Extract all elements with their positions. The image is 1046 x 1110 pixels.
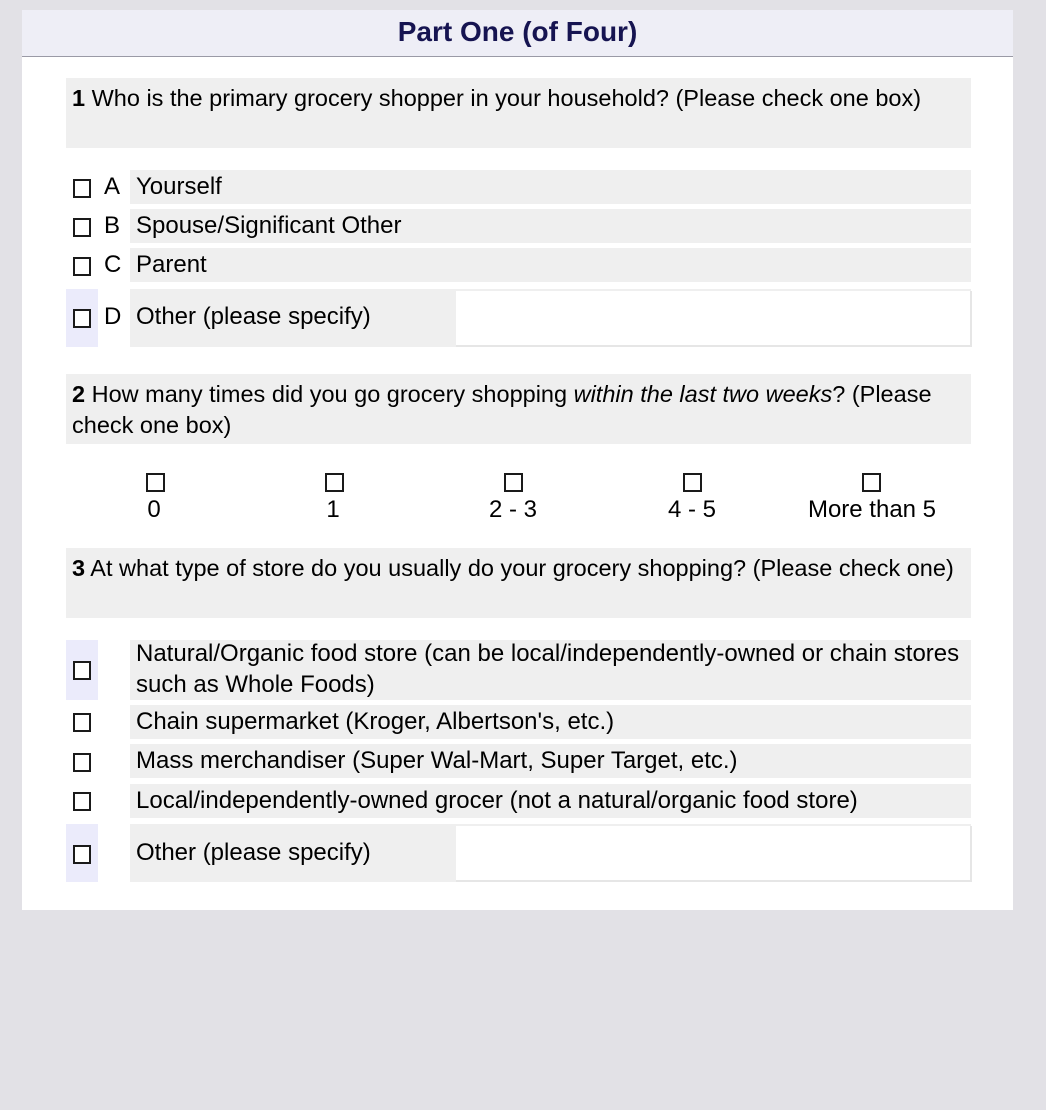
q1-option-c-letter: C — [104, 251, 122, 278]
q3-option-mass-merchandiser-checkbox[interactable] — [73, 753, 91, 772]
question-2 — [66, 374, 971, 444]
q3-option-chain-supermarket-label: Chain supermarket (Kroger, Albertson's, etc.) — [136, 708, 615, 735]
q2-option-more-than-5-checkbox[interactable] — [862, 473, 881, 492]
question-2-number: 2 — [72, 381, 86, 407]
q3-option-local-grocer-label: Local/independently-owned grocer (not a natural/organic food store) — [136, 787, 858, 814]
question-1-number: 1 — [72, 85, 86, 111]
q1-option-b-checkbox[interactable] — [73, 218, 91, 237]
question-2-text-end: ? (Please check one box) — [72, 381, 932, 438]
q1-option-c-checkbox[interactable] — [73, 257, 91, 276]
q1-option-d-letter: D — [104, 303, 122, 330]
q3-other-specify-input[interactable] — [456, 826, 972, 882]
q2-option-0-checkbox[interactable] — [146, 473, 165, 492]
question-2-text-start: How many times did you go grocery shopping — [85, 381, 574, 407]
q3-option-natural-organic-checkbox[interactable] — [73, 661, 91, 680]
question-1 — [66, 78, 971, 148]
q2-option-1-checkbox[interactable] — [325, 473, 344, 492]
q3-option-natural-organic-label: Natural/Organic food store (can be local/independently-owned or chain stores such as Whole Foods) — [136, 640, 960, 698]
question-3-text: At what type of store do you usually do your grocery shopping? (Please check one) — [85, 555, 954, 581]
q1-option-c-label: Parent — [136, 251, 207, 278]
q2-option-0-label: 0 — [147, 496, 161, 523]
q3-option-local-grocer-checkbox[interactable] — [73, 792, 91, 811]
q3-option-other-checkbox[interactable] — [73, 845, 91, 864]
q2-option-4-5-checkbox[interactable] — [683, 473, 702, 492]
q3-option-chain-supermarket-checkbox[interactable] — [73, 713, 91, 732]
q2-option-4-5-label: 4 - 5 — [667, 496, 717, 523]
q1-option-c-row — [130, 248, 971, 282]
q1-option-a-checkbox[interactable] — [73, 179, 91, 198]
question-3 — [66, 548, 971, 618]
q1-other-specify-input[interactable] — [456, 291, 972, 347]
q1-option-d-checkbox[interactable] — [73, 309, 91, 328]
q2-option-1-label: 1 — [326, 496, 340, 523]
question-2-text-emphasis: within the last two weeks — [573, 381, 833, 407]
q3-option-mass-merchandiser-label: Mass merchandiser (Super Wal-Mart, Super Target, etc.) — [136, 747, 738, 774]
q1-option-a-letter: A — [104, 173, 121, 200]
q1-option-b-label: Spouse/Significant Other — [136, 212, 402, 239]
part-title: Part One (of Four) — [22, 10, 1013, 57]
q2-option-2-3-label: 2 - 3 — [488, 496, 538, 523]
q1-option-a-label: Yourself — [136, 173, 222, 200]
q1-option-d-label: Other (please specify) — [136, 303, 371, 330]
q2-option-2-3-checkbox[interactable] — [504, 473, 523, 492]
question-1-text: Who is the primary grocery shopper in your household? (Please check one box) — [85, 85, 922, 111]
question-3-number: 3 — [72, 555, 86, 581]
survey-page — [22, 10, 1013, 910]
q1-option-a-row — [130, 170, 971, 204]
q3-option-other-label: Other (please specify) — [136, 839, 371, 866]
q1-option-b-letter: B — [104, 212, 121, 239]
q2-option-more-than-5-label: More than 5 — [807, 496, 937, 523]
